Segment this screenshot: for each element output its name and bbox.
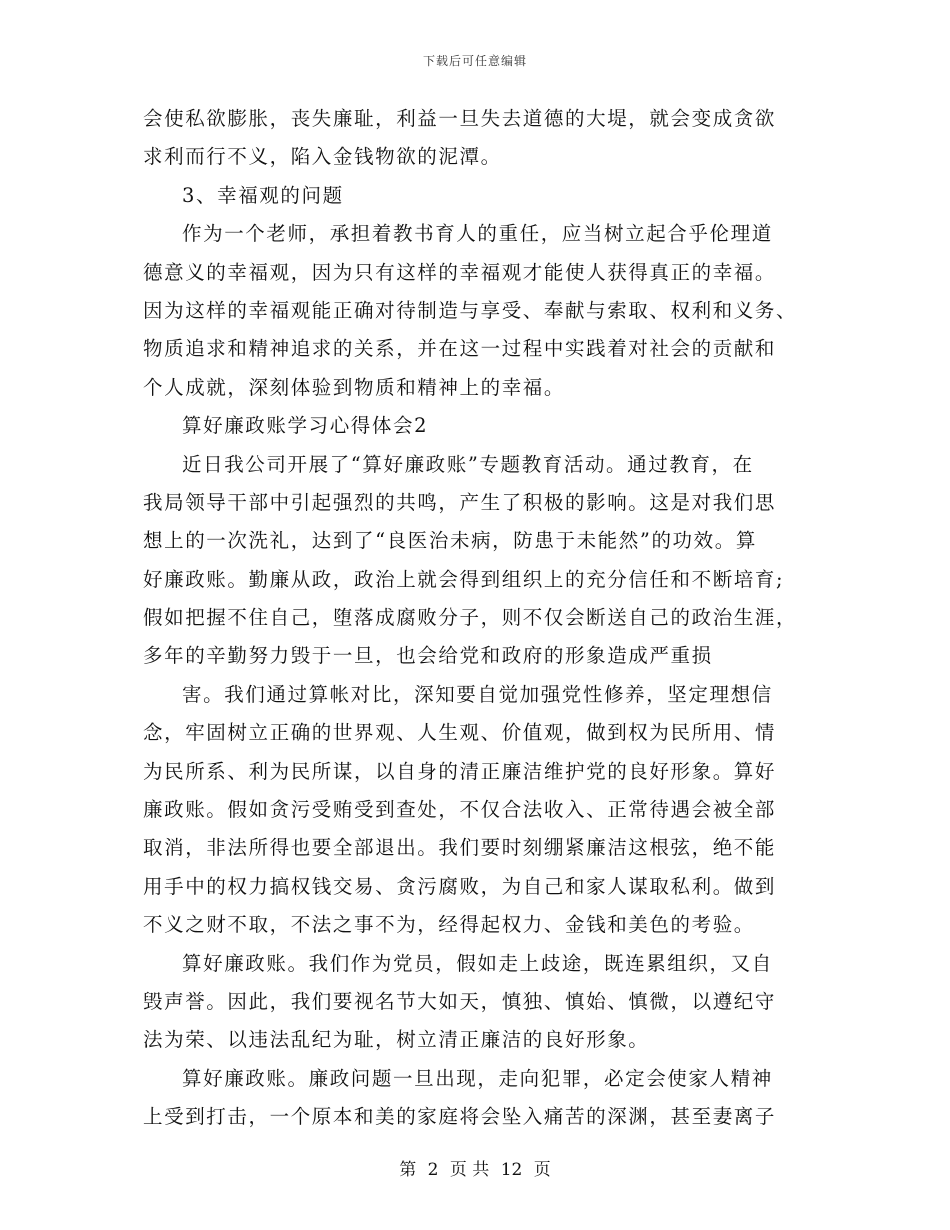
footer-middle: 页 共 <box>449 1160 490 1180</box>
document-body <box>143 100 811 1137</box>
text-line: 好廉政账。勤廉从政，政治上就会得到组织上的充分信任和不断培育; <box>143 567 785 591</box>
text-line: 求利而行不义，陷入金钱物欲的泥潭。 <box>143 145 502 169</box>
current-page-number: 2 <box>427 1160 439 1180</box>
text-line: 取消，非法所得也要全部退出。我们要时刻绷紧廉洁这根弦，绝不能 <box>143 836 777 860</box>
text-line: 会使私欲膨胀，丧失廉耻，利益一旦失去道德的大堤，就会变成贪欲 <box>143 107 777 130</box>
footer-prefix: 第 <box>399 1160 417 1180</box>
text-line: 我局领导干部中引起强烈的共鸣，产生了积极的影响。这是对我们思 <box>143 490 777 514</box>
text-line: 算好廉政账。廉政问题一旦出现，走向犯罪，必定会使家人精神 <box>182 1066 773 1090</box>
text-line: 物质追求和精神追求的关系，并在这一过程中实践着对社会的贡献和 <box>143 337 777 361</box>
text-line: 念，牢固树立正确的世界观、人生观、价值观，做到权为民所用、情 <box>143 721 777 745</box>
text-line: 假如把握不住自己，堕落成腐败分子，则不仅会断送自己的政治生涯， <box>143 606 798 630</box>
text-line: 廉政账。假如贪污受贿受到查处，不仅合法收入、正常待遇会被全部 <box>143 798 777 822</box>
text-line: 毁声誉。因此，我们要视名节大如天，慎独、慎始、慎微，以遵纪守 <box>143 989 777 1013</box>
text-line: 德意义的幸福观，因为只有这样的幸福观才能使人获得真正的幸福。 <box>143 260 777 284</box>
text-line: 想上的一次洗礼，达到了“良医治未病，防患于未能然”的功效。算 <box>143 529 757 553</box>
text-line: 近日我公司开展了“算好廉政账”专题教育活动。通过教育，在 <box>182 452 754 476</box>
text-line: 3、幸福观的问题 <box>182 183 344 207</box>
text-line: 因为这样的幸福观能正确对待制造与享受、奉献与索取、权利和义务、 <box>143 298 798 322</box>
page-header: 下载后可任意编辑 <box>422 54 527 68</box>
total-page-count: 12 <box>500 1160 523 1180</box>
page-footer <box>0 1155 950 1180</box>
text-line: 用手中的权力搞权钱交易、贪污腐败，为自己和家人谋取私利。做到 <box>143 874 777 898</box>
text-line: 害。我们通过算帐对比，深知要自觉加强党性修养，坚定理想信 <box>182 682 773 706</box>
footer-suffix: 页 <box>533 1160 551 1180</box>
text-line: 法为荣、以违法乱纪为耻，树立清正廉洁的良好形象。 <box>143 1028 650 1052</box>
text-line: 上受到打击，一个原本和美的家庭将会坠入痛苦的深渊，甚至妻离子 <box>143 1105 777 1129</box>
text-line: 多年的辛勤努力毁于一旦，也会给党和政府的形象造成严重损 <box>143 644 713 668</box>
text-line: 为民所系、利为民所谋，以自身的清正廉洁维护党的良好形象。算好 <box>143 759 777 783</box>
text-line: 作为一个老师，承担着教书育人的重任，应当树立起合乎伦理道 <box>182 222 773 246</box>
text-line: 个人成就，深刻体验到物质和精神上的幸福。 <box>143 375 566 399</box>
text-line: 算好廉政账学习心得体会2 <box>182 414 429 438</box>
text-line: 不义之财不取，不法之事不为，经得起权力、金钱和美色的考验。 <box>143 913 755 937</box>
text-line: 算好廉政账。我们作为党员，假如走上歧途，既连累组织，又自 <box>182 951 773 975</box>
